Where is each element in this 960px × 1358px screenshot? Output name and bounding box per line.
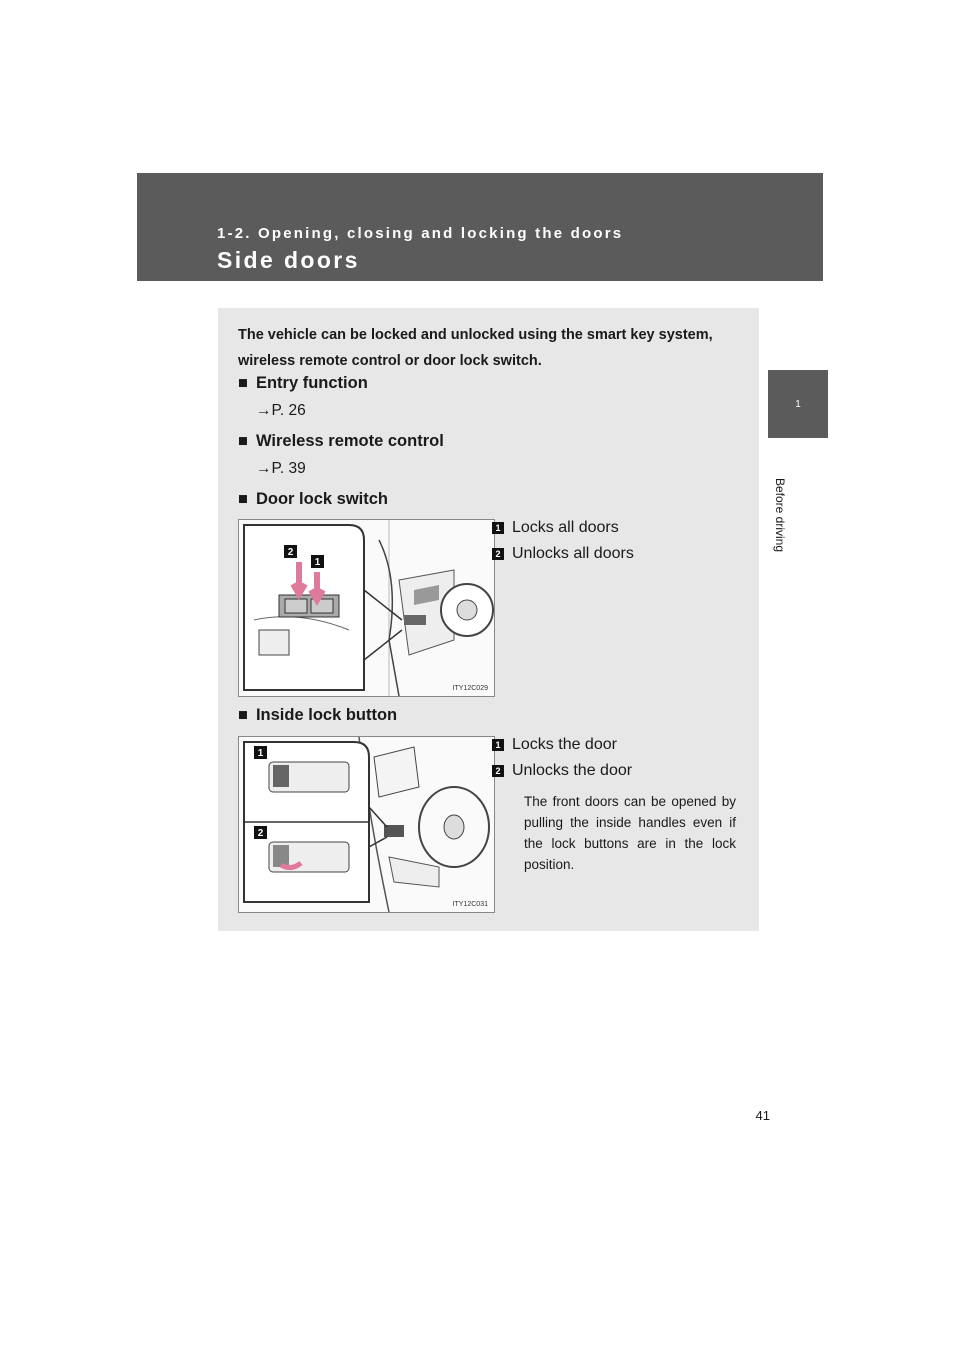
note-text: The front doors can be opened by pulling the inside handles even if the lock buttons are in the lock position. (524, 794, 736, 872)
inside-lock-button-illustration (238, 736, 495, 913)
content-panel (218, 308, 759, 931)
chapter-label: Before driving (773, 477, 787, 553)
page-header (137, 173, 823, 281)
chapter-number: 1 (795, 398, 801, 410)
step-unlock-all: 2 Unlocks all doors (492, 545, 634, 563)
svg-text:1: 1 (314, 557, 321, 568)
chapter-tab (768, 370, 828, 438)
page-reference: →P. 39 (256, 460, 306, 477)
step-number: 1 (492, 739, 504, 751)
page-reference: →P. 26 (256, 402, 306, 419)
svg-text:2: 2 (287, 547, 294, 558)
figure-code: ITY12C031 (452, 901, 488, 908)
bullet-square-icon: ■ (238, 706, 248, 724)
heading-door-lock-switch: ■ Door lock switch (238, 490, 388, 508)
heading-wireless-remote: ■ Wireless remote control (238, 432, 444, 450)
page-number: 41 (755, 1108, 770, 1123)
step-lock-door: 1 Locks the door (492, 736, 617, 754)
step-unlock-door: 2 Unlocks the door (492, 762, 632, 780)
heading-entry-function: ■ Entry function (238, 374, 368, 392)
svg-text:2: 2 (257, 828, 264, 839)
step-lock-all: 1 Locks all doors (492, 519, 619, 537)
section-label: 1-2. Opening, closing and locking the doors (217, 225, 624, 242)
step-number: 2 (492, 548, 504, 560)
door-lock-switch-illustration (238, 519, 495, 697)
svg-text:1: 1 (257, 748, 264, 759)
bullet-square-icon: ■ (238, 374, 248, 392)
heading-inside-lock-button: ■ Inside lock button (238, 706, 398, 724)
step-number: 2 (492, 765, 504, 777)
dashboard-switch-drawing (239, 520, 494, 696)
bullet-square-icon: ■ (238, 432, 248, 450)
bullet-square-icon: ■ (238, 490, 248, 508)
intro-text: The vehicle can be locked and unlocked using the smart key system, wireless remote control or door lock switch. (238, 327, 713, 369)
door-interior-drawing (239, 737, 494, 912)
figure-code: ITY12C029 (452, 685, 488, 692)
page-title: Side doors (217, 247, 360, 273)
step-number: 1 (492, 522, 504, 534)
